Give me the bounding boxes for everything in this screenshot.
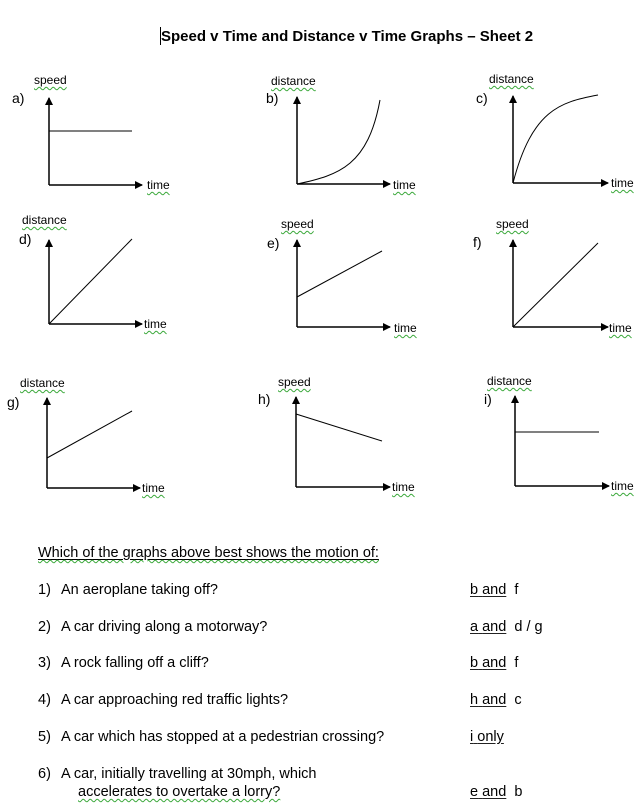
graph-i [515, 396, 609, 486]
question-2-answer [470, 619, 543, 635]
graph-d-letter: d) [19, 231, 32, 247]
question-6-answer-mid: and [482, 784, 507, 800]
graph-e-x-label: time [394, 321, 417, 335]
graph-f-y-label: speed [496, 217, 529, 231]
graph-a-x-label: time [147, 178, 170, 192]
graph-e-line [297, 251, 382, 297]
graph-f-line [513, 243, 598, 327]
question-3-answer-b: f [514, 655, 519, 671]
graph-c-y-label: distance [489, 72, 534, 86]
question-3-text: A rock falling off a cliff? [61, 655, 209, 671]
graph-d-line [49, 239, 132, 324]
question-3-answer-mid: and [482, 655, 507, 671]
graph-i-letter: i) [484, 391, 492, 407]
graph-b [297, 97, 390, 184]
graph-g [47, 398, 140, 488]
graph-e [297, 240, 390, 327]
graph-e-y-label: speed [281, 217, 314, 231]
graph-c-x-label: time [611, 176, 634, 190]
question-2-number: 2) [38, 619, 51, 635]
graph-a-y-label: speed [34, 73, 67, 87]
question-1-text: An aeroplane taking off? [61, 582, 218, 598]
question-5-answer-a: i [470, 729, 474, 745]
question-6-text-line2: accelerates to overtake a lorry? [78, 784, 281, 800]
question-1-answer-b: f [514, 582, 519, 598]
graph-g-line [47, 411, 132, 458]
graph-d-x-label: time [144, 317, 167, 331]
graph-h-letter: h) [258, 391, 271, 407]
graph-g-x-label: time [142, 481, 165, 495]
graph-h [296, 397, 390, 487]
graph-f-letter: f) [473, 234, 482, 250]
question-1-answer-mid: and [482, 582, 507, 598]
question-intro [38, 545, 379, 561]
graph-c [513, 95, 608, 183]
question-5-text: A car which has stopped at a pedestrian crossing? [61, 729, 385, 745]
question-6-number: 6) [38, 766, 51, 782]
question-3-answer-a: b [470, 655, 479, 671]
graph-i-y-label: distance [487, 374, 532, 388]
graph-h-y-label: speed [278, 375, 311, 389]
graph-c-letter: c) [476, 90, 488, 106]
question-3-number: 3) [38, 655, 51, 671]
graph-d [49, 239, 142, 324]
graph-g-y-label: distance [20, 376, 65, 390]
question-4-text: A car approaching red traffic lights? [61, 692, 289, 708]
graph-a [49, 98, 142, 185]
graph-g-letter: g) [7, 394, 20, 410]
question-4-answer [470, 692, 522, 708]
question-1-answer-a: b [470, 582, 479, 598]
question-4-answer-b: c [514, 692, 522, 708]
question-6-answer-b: b [514, 784, 523, 800]
graph-c-curve [513, 95, 598, 183]
question-4-answer-mid: and [482, 692, 507, 708]
question-3-answer [470, 655, 518, 671]
graph-b-y-label: distance [271, 74, 316, 88]
question-2-answer-mid: and [482, 619, 507, 635]
graph-b-x-label: time [393, 178, 416, 192]
question-4-answer-a: h [470, 692, 479, 708]
question-6-text: A car, initially travelling at 30mph, which [61, 766, 317, 782]
question-intro-text: Which of the graphs above best shows the motion of: [38, 545, 379, 561]
page-title: Speed v Time and Distance v Time Graphs – Sheet 2 [161, 28, 534, 45]
graph-d-y-label: distance [22, 213, 67, 227]
graph-f [513, 240, 608, 327]
graph-f-x-label: time [609, 321, 632, 335]
question-2-text: A car driving along a motorway? [61, 619, 268, 635]
question-4-number: 4) [38, 692, 51, 708]
graph-h-x-label: time [392, 480, 415, 494]
question-2-answer-b: d / g [514, 619, 543, 635]
question-1-number: 1) [38, 582, 51, 598]
question-1-answer [470, 582, 518, 598]
question-6-answer-a: e [470, 784, 479, 800]
graph-b-letter: b) [266, 90, 279, 106]
graph-h-line [296, 414, 382, 441]
question-6-answer [470, 784, 522, 800]
graph-b-curve [297, 100, 380, 184]
graph-i-x-label: time [611, 479, 634, 493]
question-2-answer-a: a [470, 619, 479, 635]
question-5-number: 5) [38, 729, 51, 745]
graph-a-letter: a) [12, 90, 25, 106]
graph-e-letter: e) [267, 235, 280, 251]
question-5-answer-mid: only [477, 729, 504, 745]
question-5-answer [470, 729, 504, 745]
